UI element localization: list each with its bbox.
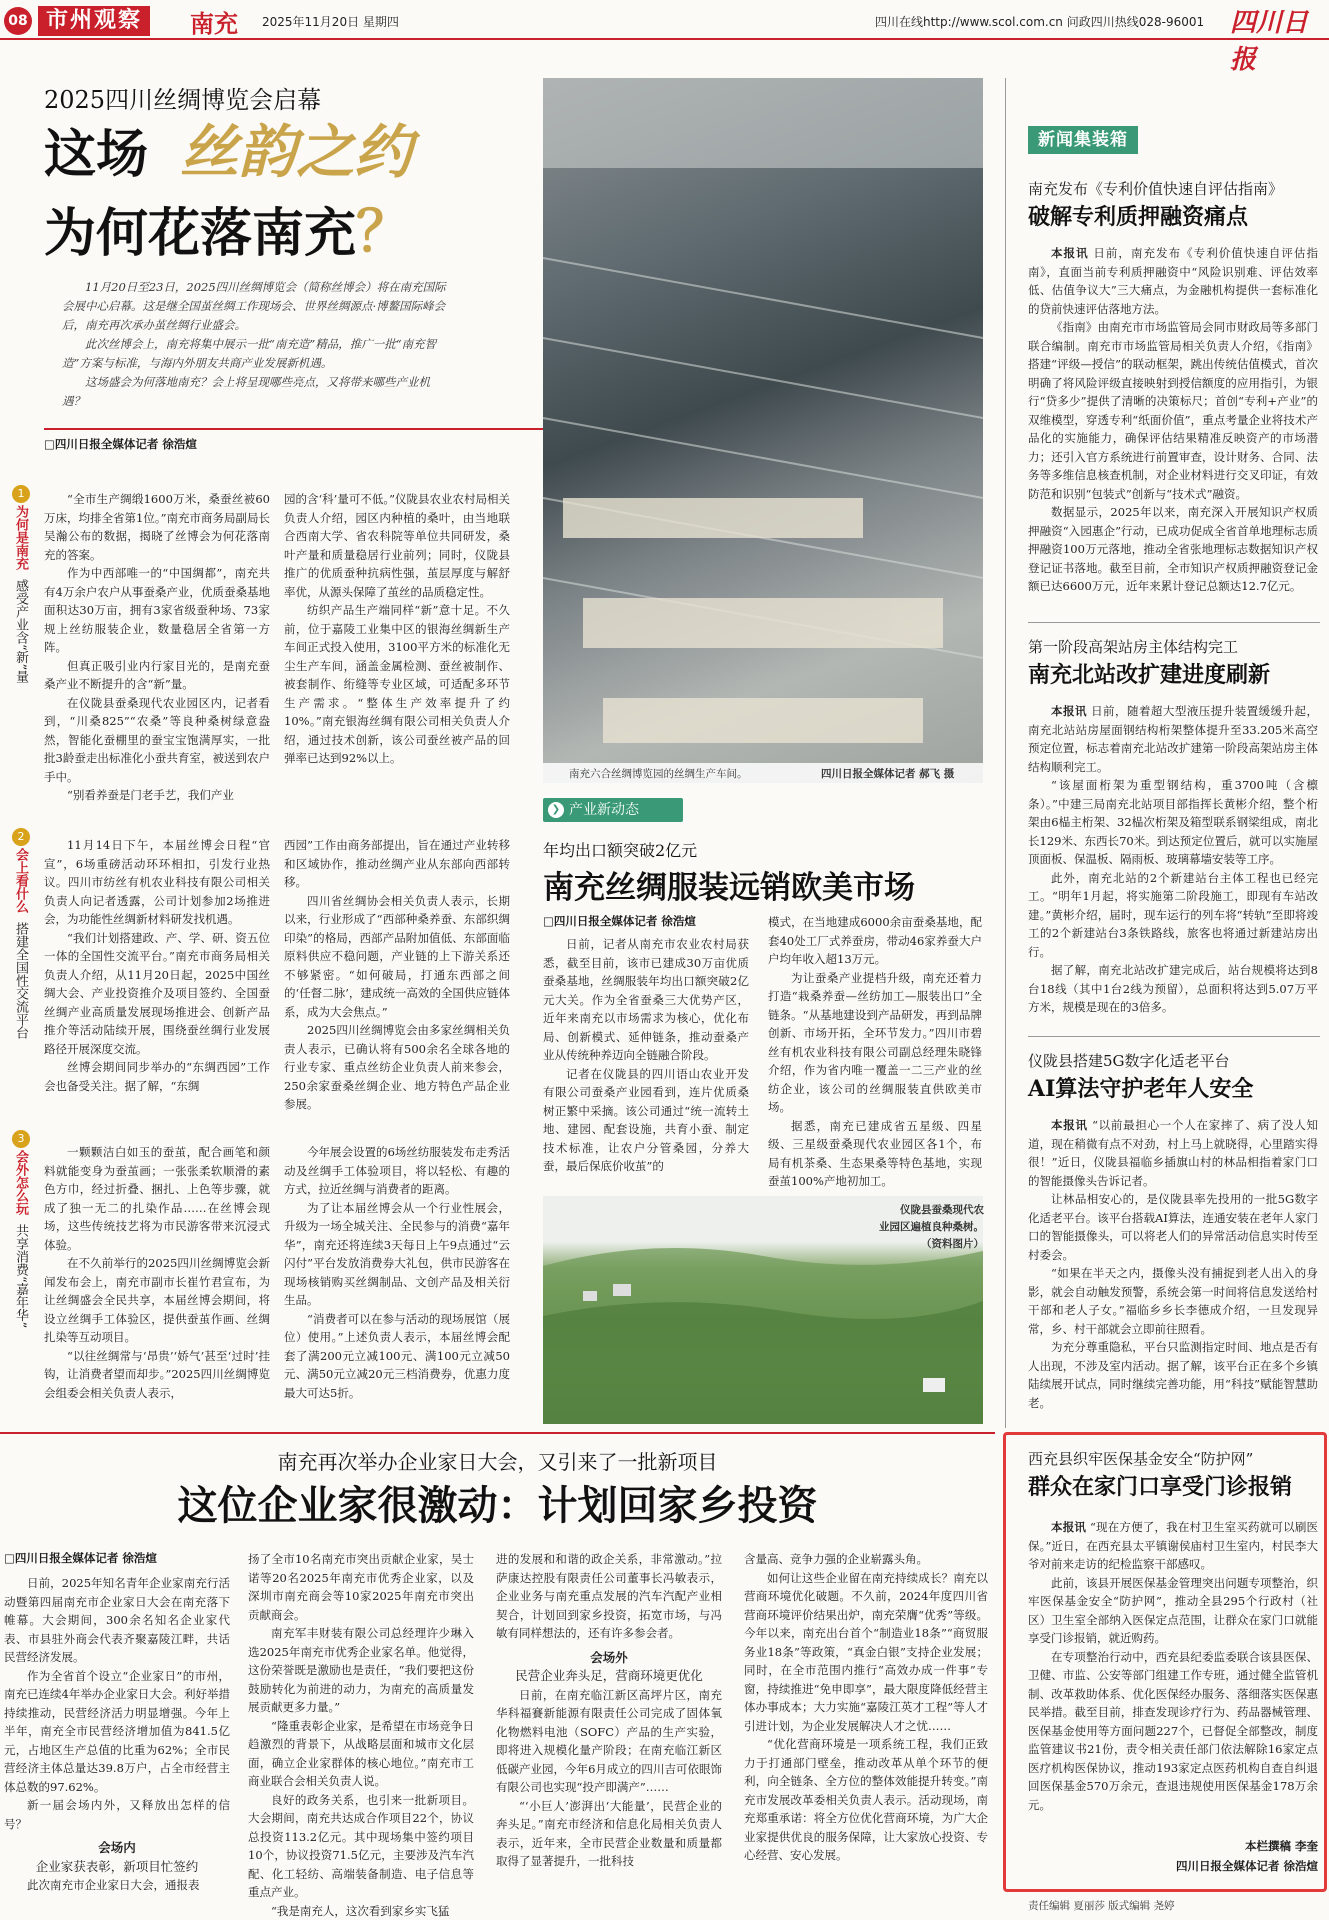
a2-title: 南充北站改扩建进度刷新 xyxy=(1028,658,1270,689)
paragraph: 据悉，南充已建成省五星级、四星级、三星级蚕桑现代农业园区各1个，布局有机茶桑、生态果桑等特色基地，实现蚕茧100%产地初加工。 xyxy=(768,1117,982,1191)
tag-3 xyxy=(12,1130,34,1328)
lead-col1-b xyxy=(44,836,270,1096)
lead-photo-caption-bar xyxy=(543,763,983,783)
paragraph: “别看养蚕是门老手艺，我们产业 xyxy=(44,786,270,805)
paragraph: 西园”工作由商务部提出，旨在通过产业转移和区域协作，推动丝绸产业从东部向西部转移。 xyxy=(284,836,510,892)
section-name: 市州观察 xyxy=(38,6,150,36)
paragraph: 扬了全市10名南充市突出贡献企业家，吴士诺等20名2025年南充市优秀企业家，以及深圳市南充商会等10家2025年南充市突出贡献商会。 xyxy=(248,1550,474,1624)
city-name: 南充 xyxy=(190,4,238,39)
page-number: 08 xyxy=(4,7,32,35)
lead-col1-a xyxy=(44,490,270,820)
paragraph: 在仪陇县蚕桑现代农业园区内，记者看到，“川桑825”“农桑”等良种桑树绿意盎然，智能化蚕棚里的蚕宝宝饱满厚实，一批批3龄蚕走出标准化小蚕共育室，被送到农户手中。 xyxy=(44,694,270,787)
paragraph: 11月14日下午，本届丝博会日程“官宣”，6场重磅活动环环相扣，引发行业热议。四川市纺丝有机农业科技有限公司相关负责人向记者透露，公司计划参加2场推进会，为功能性丝绸新材料研发找机遇。 xyxy=(44,836,270,929)
a1-body xyxy=(1028,244,1318,612)
arrow-icon: ❯ xyxy=(548,802,564,818)
bottom-title: 这位企业家很激动：计划回家乡投资 xyxy=(0,1474,995,1531)
paragraph: 南充军丰财装有限公司总经理许少琳入选2025年南充市优秀企业家名单。他觉得，这份荣誉既是激励也是责任，“我们要把这份鼓励转化为前进的动力，为南充的高质量发展贡献更多力量。” xyxy=(248,1624,474,1717)
tag-2-red: 会上看什么 xyxy=(12,848,28,913)
paragraph: 模式，在当地建成6000余亩蚕桑基地，配套40处工厂式养蚕房，带动46家养蚕大户户均年收入超13万元。 xyxy=(768,913,982,969)
tag-2-num: 2 xyxy=(12,828,30,846)
paragraph: 日前，在南充临江新区高坪片区，南充华科福賽新能源有限责任公司完成了固体氧化物燃料电池（SOFC）产品的生产实验，即将进入规模化量产阶段；在南充临江新区低碳产业园，今年6月成立的四川吉可依眼饰有限公司也实现“投产即满产”…… xyxy=(496,1686,722,1797)
lead-photo-caption: 南充六合丝绸博览园的丝绸生产车间。 xyxy=(569,766,748,781)
paragraph: 新一届会场内外，又释放出怎样的信号？ xyxy=(4,1796,230,1833)
paragraph: 在不久前举行的2025四川丝绸博览会新闻发布会上，南充市副市长崔竹君宣布，为让丝绸盛会全民共享，本届丝博会期间，将设立丝绸手工体验区，提供蚕茧作画、丝绸扎染等互动项目。 xyxy=(44,1254,270,1347)
industry-badge-label: 产业新动态 xyxy=(569,802,639,818)
bottom-divider xyxy=(0,1432,995,1434)
issue-date: 2025年11月20日 星期四 xyxy=(262,13,399,30)
a2-lead: 本报讯 xyxy=(1051,704,1087,718)
bottom-byline: □四川日报全媒体记者 徐浩煊 xyxy=(4,1550,157,1566)
site-info: 四川在线http://www.scol.com.cn 问政四川热线028-96001 xyxy=(875,13,1204,30)
paragraph: 一颗颗洁白如玉的蚕茧，配合画笔和颜料就能变身为蚕茧画；一张张柔软顺滑的素色方巾，经过折叠、捆扎、上色等步骤，就成了独一无二的扎染作品……在丝博会现场，这些传统技艺将为市民游客带来沉浸式体验。 xyxy=(44,1143,270,1254)
paragraph: 日前，记者从南充市农业农村局获悉，截至目前，该市已建成30万亩优质蚕桑基地，丝绸服装年均出口额突破2亿元大关。作为全省蚕桑三大优势产区，近年来南充以市场需求为核心，优化布局、创新模式、延伸链条，推动蚕桑产业从传统种养迈向全链融合阶段。 xyxy=(543,935,749,1065)
lead-photo xyxy=(543,78,983,783)
lead-byline: □四川日报全媒体记者 徐浩煊 xyxy=(44,436,197,452)
paragraph: “该屋面桁架为重型钢结构，重3700吨（含檩条）。”中建三局南充北站项目部指挥长黄彬介绍，整个桁架由6榀主桁架、32榀次桁架及箱型联系钢梁组成，南北长129米、东西长70米。到达预定位置后，就可以实施屋顶面板、保温板、隔雨板、玻璃幕墙安装等工序。 xyxy=(1028,776,1318,869)
paragraph: 据了解，南充北站改扩建完成后，站台规模将达到8台18线（其中1台2线为预留），总面积将达到5.07万平方米，规模是现在的3倍多。 xyxy=(1028,961,1318,1017)
paragraph: 此前，该县开展医保基金管理突出问题专项整治，织牢医保基金安全“防护网”，推动全县295个行政村（社区）卫生室全部纳入医保定点范围，让群众在家门口就能享受门诊报销，就近购药。 xyxy=(1028,1574,1318,1648)
paragraph: 为充分尊重隐私，平台只监测指定时间、地点是否有人出现，不涉及室内活动。据了解，该平台正在多个乡镇陆续展开试点，同时继续完善功能，用“科技”赋能智慧助老。 xyxy=(1028,1338,1318,1412)
lead-photo-credit: 四川日报全媒体记者 郝飞 摄 xyxy=(821,766,954,781)
paragraph: “我是南充人，这次看到家乡实飞猛 xyxy=(248,1902,474,1920)
lead-kicker: 2025四川丝绸博览会启幕 xyxy=(44,80,321,115)
middle-kicker: 年均出口额突破2亿元 xyxy=(543,838,697,861)
lead-title-line2 xyxy=(44,202,412,264)
tag-1-num: 1 xyxy=(12,485,30,503)
news-box-badge: 新闻集装箱 xyxy=(1028,126,1138,154)
lead-intro xyxy=(62,278,452,411)
paragraph: “全市生产绸缎1600万米，桑蚕丝被60万床，均排全省第1位。”南充市商务局副局长吴瀚公布的数据，揭晓了丝博会为何花落南充的答案。 xyxy=(44,490,270,564)
paragraph: 为了让本届丝博会从一个行业性展会，升级为一场全城关注、全民参与的消费“嘉年华”，南充还将连续3天每日上午9点通过“云闪付”平台发放消费券大礼包，供市民游客在现场核销购买丝绸制品、文创产品及相关衍生品。 xyxy=(284,1199,510,1310)
paragraph: 为让蚕桑产业提档升级，南充还着力打造“栽桑养蚕—丝纺加工—服装出口”全链条。“从基地建设到产品研发，再到品牌创新、市场开拓，全环节发力。”四川市碧丝有机农业科技有限公司副总经理朱晓锋介绍，作为省内唯一覆盖一二三产业的丝纺企业，该公司的丝绸服装直供欧美市场。 xyxy=(768,969,982,1117)
paragraph: 数据显示，2025年以来，南充深入开展知识产权质押融资“入园惠企”行动，已成功促成全省首单地理标志质押融资100万元落地，推动全省张地理标志数据知识产权登记证书落地。截至目前，全市知识产权质押融资登记金额已达6600万元，近年来累计登记总额达12.7亿元。 xyxy=(1028,503,1318,596)
paragraph: “优化营商环境是一项系统工程，我们正致力于打通部门壁垒，推动改革从单个环节的便利，向全链条、全方位的整体效能提升转变。”南充市发展改革委相关负责人表示。活动现场，南充郑重承诺：将全方位优化营商环境，为广大企业家提供优良的服务保障，让大家放心投资、专心经营、安心发展。 xyxy=(744,1735,988,1865)
tag-3-num: 3 xyxy=(12,1130,30,1148)
paragraph: 进的发展和和谐的政企关系，非常激动。”拉萨康达控股有限责任公司董事长冯敏表示，企业业务与南充重点发展的汽车汽配产业相契合，计划回到家乡投资，拓宽市场，与冯敏有同样想法的，还有许多参会者。 xyxy=(496,1550,722,1643)
lead-col2-c xyxy=(284,1143,510,1408)
lead-intro-p2: 此次丝博会上，南充将集中展示一批“南充造”精品，推广一批“南充智造”方案与标准，与海内外朋友共商产业发展新机遇。 xyxy=(62,335,452,373)
lead-intro-p3: 这场盛会为何落地南充？会上将呈现哪些亮点，又将带来哪些产业机遇？ xyxy=(62,373,452,411)
paragraph: 丝博会期间同步举办的“东绸西园”工作会也备受关注。据了解，“东绸 xyxy=(44,1058,270,1095)
lead-col2-a xyxy=(284,490,510,820)
a3-title: AI算法守护老年人安全 xyxy=(1028,1072,1253,1103)
paragraph: “隆重表彰企业家，是希望在市场竞争日趋激烈的背景下，从战略层面和城市文化层面，确立企业家群体的核心地位。”南充市工商业联合会相关负责人说。 xyxy=(248,1717,474,1791)
a2-body xyxy=(1028,702,1318,1027)
middle-photo-caption-2: 业园区遍植良种桑树。 xyxy=(854,1219,984,1236)
footer-credits: 责任编辑 夏丽莎 版式编辑 尧婷 xyxy=(1028,1898,1175,1913)
paragraph: 良好的政务关系，也引来一批新项目。大会期间，南充共达成合作项目22个，协议总投资113.2亿元。其中现场集中签约项目10个，协议投资71.5亿元，主要涉及汽车汽配、化工轻纺、高端装备制造、电子信息等重点产业。 xyxy=(248,1791,474,1902)
lead-title-part1: 这场 xyxy=(44,124,148,185)
a3-body xyxy=(1028,1116,1318,1426)
paragraph: 在专项整治行动中，西充县纪委监委联合该县医保、卫健、市监、公安等部门组建工作专班，通过健全监管机制、改革救助体系、优化医保经办服务、落细落实医保惠民举措。截至目前，排查发现诊疗行为、药品器械管理、医保基金使用等方面问题227个，已督促全部整改，制度监管建议书21份，责令相关责任部门依法解除16家定点医疗机构医保协议，推动193家定点医药机构自查自纠退回医保基金570万余元，查退违规使用医保基金178万余元。 xyxy=(1028,1648,1318,1815)
lead-title-line2-text: 为何花落南充 xyxy=(44,203,356,264)
a1-title: 破解专利质押融资痛点 xyxy=(1028,200,1248,231)
lead-divider xyxy=(44,428,544,430)
paragraph: 园的含‘科’量可不低。”仪陇县农业农村局相关负责人介绍，园区内种植的桑叶，由当地联合西南大学、省农科院等单位共同研发，桑叶产量和质量稳居行业前列；同时，仪陇县推广的优质蚕种抗病性强，茧层厚度与解舒率优，从源头保障了茧丝的品质稳定性。 xyxy=(284,490,510,601)
a4-lead: 本报讯 xyxy=(1051,1520,1086,1534)
divider xyxy=(1028,622,1320,623)
bottom-col1 xyxy=(4,1574,230,1912)
divider xyxy=(1028,1036,1320,1037)
paragraph: “以往丝绸常与‘昂贵’‘娇气’甚至‘过时’挂钩，让消费者望而却步。”2025四川丝绸博览会组委会相关负责人表示， xyxy=(44,1347,270,1403)
tag-2-rest: 搭建全国性交流平台 xyxy=(12,922,28,1039)
lead-col2-b xyxy=(284,836,510,1096)
middle-photo-caption xyxy=(854,1202,984,1253)
paragraph: “现在方便了，我在村卫生室买药就可以刷医保。”近日，在西充县太平镇谢侯庙村卫生室内，村民李大爷对前来走访的纪检监察干部感叹。 xyxy=(1028,1520,1318,1571)
paragraph: “以前最担心一个人在家摔了、病了没人知道，现在稍微有点不对劲，村上马上就晓得，心里踏实得很！”近日，仪陇县福临乡插旗山村的林品相指着家门口的智能摄像头告诉记者。 xyxy=(1028,1118,1318,1188)
middle-col1 xyxy=(543,935,749,1225)
paragraph: 此次南充市企业家日大会，通报表 xyxy=(4,1876,230,1895)
lead-title-line1 xyxy=(44,122,412,185)
paragraph: 作为全省首个设立“企业家日”的市州，南充已连续4年举办企业家日大会。利好举措持续推动，民营经济活力明显增强。今年上半年，南充全市民营经济增加值为841.5亿元，占地区生产总值的比重为62%；全市民营经济主体总量达39.8万户，占全市经营主体总数的97.62%。 xyxy=(4,1667,230,1797)
a1-kicker: 南充发布《专利价值快速自评估指南》 xyxy=(1028,178,1283,199)
paragraph: 2025四川丝绸博览会由多家丝绸相关负责人表示，已确认将有500余名全球各地的行业专家、重点丝纺企业负责人前来参会，250余家蚕桑丝绸企业、地方特色产品企业参展。 xyxy=(284,1021,510,1114)
middle-byline: □四川日报全媒体记者 徐浩煊 xyxy=(543,913,696,929)
tag-2 xyxy=(12,828,34,1039)
paragraph: 含量高、竞争力强的企业崭露头角。 xyxy=(744,1550,988,1569)
middle-photo-caption-3: （资料图片） xyxy=(854,1236,984,1253)
paragraph: “‘小巨人’澎湃出‘大能量’，民营企业的奔头足。”南充市经济和信息化局相关负责人表示，近年来，全市民营企业数量和质量都取得了显著提升，一批科技 xyxy=(496,1797,722,1871)
a4-sign2: 四川日报全媒体记者 徐浩煊 xyxy=(1028,1858,1318,1874)
silk-machine-illustration xyxy=(543,78,983,783)
paragraph: 日前，2025年知名青年企业家南充行活动暨第四届南充市企业家日大会在南充落下帷幕。大会期间，300余名知名企业家代表、市县驻外商会代表齐聚嘉陵江畔，共话民营经济发展。 xyxy=(4,1574,230,1667)
paragraph: “如果在半天之内，摄像头没有捕捉到老人出入的身影，就会自动触发预警，系统会第一时间将信息发送给村干部和老人子女。”福临乡乡长李德成介绍，一旦发现异常，乡、村干部就会立即前往照看。 xyxy=(1028,1264,1318,1338)
a4-body xyxy=(1028,1518,1318,1826)
paragraph: 日前，随着超大型液压提升装置缓缓升起，南充北站站房屋面钢结构桁架整体提升至33.205米高空预定位置，标志着南充北站改扩建第一阶段高架站房主体结构顺利完工。 xyxy=(1028,704,1318,774)
bottom-col3 xyxy=(496,1550,722,1912)
paragraph: 但真正吸引业内行家目光的，是南充蚕桑产业不断提升的含“新”量。 xyxy=(44,657,270,694)
tag-1 xyxy=(12,485,34,683)
lead-title-art: 丝韵之约 xyxy=(180,118,412,186)
lead-intro-p1: 11月20日至23日，2025四川丝绸博览会（简称丝博会）将在南充国际会展中心启幕。这是继全国茧丝绸工作现场会、世界丝绸源点·博鳌国际峰会后，南充再次承办茧丝绸行业盛会。 xyxy=(62,278,452,335)
a2-kicker: 第一阶段高架站房主体结构完工 xyxy=(1028,636,1238,657)
col1-subhead: 会场内 xyxy=(4,1839,230,1858)
paragraph: 此外，南充北站的2个新建站台主体工程也已经完工。“明年1月起，将实施第二阶段施工，即现有车站改建。”黄彬介绍，届时，现车运行的列车将“转轨”至即将竣工的2个新建站台3条铁路线，旅客也将通过新建站房出行。 xyxy=(1028,869,1318,962)
lead-col1-c xyxy=(44,1143,270,1408)
col1-subhead2: 企业家获表彰，新项目忙签约 xyxy=(4,1858,230,1877)
paragraph: “我们计划搭建政、产、学、研、资五位一体的全国性交流平台。”南充市商务局相关负责人介绍，从11月20日起，2025中国丝绸大会、产业投资推介及项目签约、全国蚕丝绸产业高质量发展现场推进会、创新产品推介等活动陆续开展，围绕蚕丝绸行业发展路径开展深度交流。 xyxy=(44,929,270,1059)
a4-title: 群众在家门口享受门诊报销 xyxy=(1028,1470,1292,1501)
tag-1-rest: 感受产业含“新”量 xyxy=(12,579,28,683)
tag-3-rest: 共享消费“嘉年华” xyxy=(12,1224,28,1328)
a3-kicker: 仪陇县搭建5G数字化适老平台 xyxy=(1028,1050,1230,1071)
middle-col2 xyxy=(768,913,982,1203)
paragraph: 让林品相安心的，是仪陇县率先投用的一批5G数字化适老平台。该平台搭载AI算法，连通安装在老年人家门口的智能摄像头，可以将老人们的异常活动信息实时传至村委会。 xyxy=(1028,1190,1318,1264)
paragraph: 纺织产品生产端同样“新”意十足。不久前，位于嘉陵工业集中区的银海丝绸新生产车间正式投入使用，3100平方米的标准化无尘生产车间，涵盖金属检测、蚕丝被制作、被套制作、绗缝等专业区域，可适配多环节生产需求。“整体生产效率提升了约10%。”南充银海丝绸有限公司相关负责人介绍，通过技术创新，该公司蚕丝被产品的回弹率已达到92%以上。 xyxy=(284,601,510,768)
industry-badge xyxy=(543,798,683,822)
paragraph: 如何让这些企业留在南充持续成长？南充以营商环境优化破题。不久前，2024年度四川省营商环境评价结果出炉，南充荣膺“优秀”等级。今年以来，南充出台首个“制造业18条”“商贸服务业18条”等政策，“真金白银”支持企业发展；同时，在全市范围内推行“高效办成一件事”专窗，持续推进“免申即享”，最大限度降低经营主体办事成本；大力实施“嘉陵江英才工程”等人才引进计划，为企业发展解决人才之忧…… xyxy=(744,1569,988,1736)
paragraph: 四川省丝绸协会相关负责人表示，长期以来，行业形成了“西部种桑养蚕、东部织绸印染”的格局，西部产品附加值低、东部面临原料供应不稳问题，产业链的上下游关系还不够紧密。“如何破局，打通东西部之间的‘任督二脉’，建成统一高效的全国供应链体系，成为大会焦点。” xyxy=(284,892,510,1022)
page-header xyxy=(0,0,1329,40)
a3-lead: 本报讯 xyxy=(1051,1118,1088,1132)
bottom-col4 xyxy=(744,1550,988,1912)
a1-lead: 本报讯 xyxy=(1051,246,1089,260)
paragraph: 今年展会设置的6场丝纺服装发布走秀活动及丝绸手工体验项目，将以轻松、有趣的方式，拉近丝绸与消费者的距离。 xyxy=(284,1143,510,1199)
middle-photo-caption-1: 仪陇县蚕桑现代农 xyxy=(854,1202,984,1219)
col3-subhead: 会场外 xyxy=(496,1649,722,1668)
a4-sign1: 本栏撰稿 李奎 xyxy=(1028,1838,1318,1854)
middle-title: 南充丝绸服装远销欧美市场 xyxy=(543,862,915,907)
tag-1-red: 为何是南充 xyxy=(12,505,28,570)
tag-3-red: 会外怎么玩 xyxy=(12,1150,28,1215)
newspaper-logo: 四川日报 xyxy=(1230,2,1329,76)
col3-subhead2: 民营企业奔头足，营商环境更优化 xyxy=(496,1667,722,1686)
paragraph: 记者在仪陇县的四川语山农业开发有限公司蚕桑产业园看到，连片优质桑树正繁中采摘。该公司通过“统一流转土地、建园、配套设施，共育小蚕、制定技术标准，让农户分管桑园，分养大蚕，最后保底价收茧”的 xyxy=(543,1065,749,1176)
paragraph: 日前，南充发布《专利价值快速自评估指南》，直面当前专利质押融资中“风险识别难、评估效率低、估值争议大”三大痛点，为金融机构提供一套标准化的贷前快速评估落地方法。 xyxy=(1028,246,1318,316)
a4-kicker: 西充县织牢医保基金安全“防护网” xyxy=(1028,1448,1253,1469)
column-divider xyxy=(1005,78,1006,1428)
bottom-col2 xyxy=(248,1550,474,1912)
paragraph: 作为中西部唯一的“中国绸都”，南充共有4万余户农户从事蚕桑产业，优质蚕桑基地面积达30万亩，拥有3家省级蚕种场、73家规上丝纺服装企业，数量稳居全省第一方阵。 xyxy=(44,564,270,657)
paragraph: 《指南》由南充市市场监管局会同市财政局等多部门联合编制。南充市市场监管局相关负责人介绍，《指南》搭建“评级—授信”的联动框架，跳出传统估值模式，首次明确了将风险评级直接映射到授信额度的应用指引，为银行“贷多少”提供了清晰的决策标尺；首创“专利+产业”的双维模型，穿透专利“纸面价值”，重点考量企业将技术产品化的实施能力，确保评估结果精准反映资产的市场潜力；还引入官方系统进行前置审查，设计财务、合同、法务等多维信息核查机制，对企业材料进行交叉印证，有效防范和识别“包装式”创新与“技术式”融资。 xyxy=(1028,318,1318,503)
bottom-kicker: 南充再次举办企业家日大会，又引来了一批新项目 xyxy=(0,1446,995,1475)
paragraph: “消费者可以在参与活动的现场展馆（展位）使用。”上述负责人表示，本届丝博会配套了满200元立减100元、满100元立减50元、满50元立减20元三档消费券，优惠力度最大可达5折。 xyxy=(284,1310,510,1403)
lead-title-question: ？ xyxy=(356,199,412,265)
